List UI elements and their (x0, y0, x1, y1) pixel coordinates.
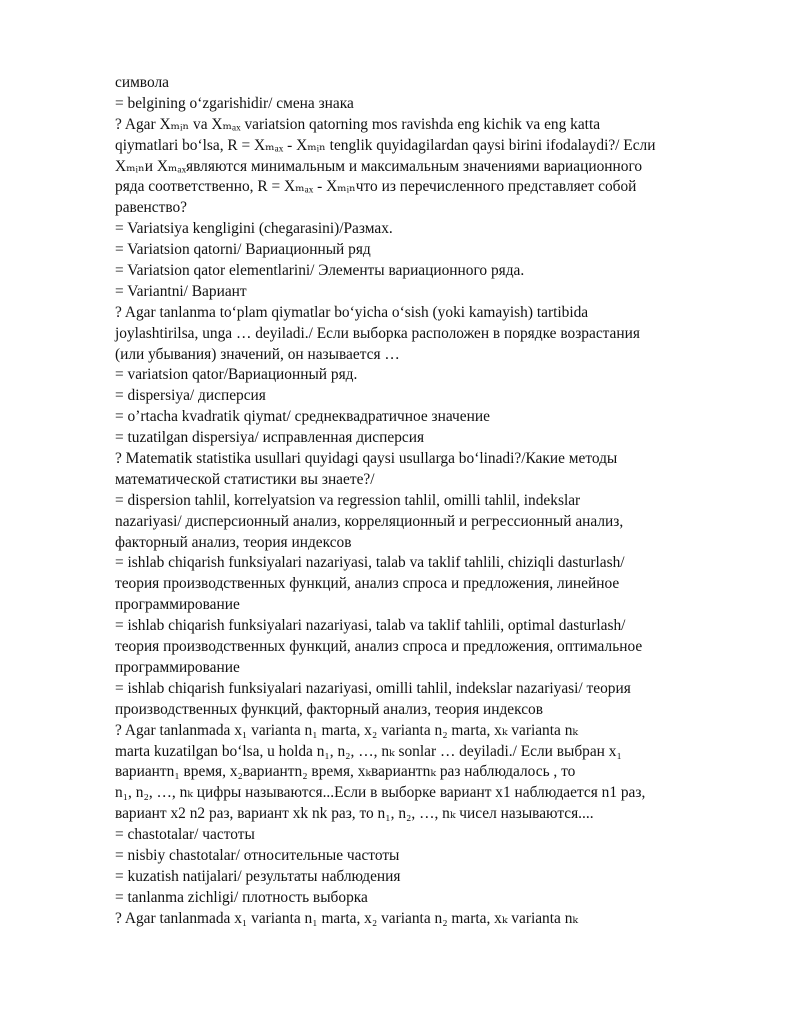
text-line: joylashtirilsa, unga … deyiladi./ Если выборка расположен в порядке возрастания (115, 324, 640, 342)
answer-line: = ishlab chiqarish funksiyalari nazariyasi, talab va taklif tahlili, optimal dasturlash/ (115, 617, 626, 635)
answer-line: = chastotalar/ частоты (115, 826, 255, 844)
text-line: n₁, n₂, …, nₖ цифры называются...Если в выборке вариант x1 наблюдается n1 раз, (115, 784, 646, 802)
answer-line: = Variantni/ Вариант (115, 282, 247, 300)
text-line: nazariyasi/ дисперсионный анализ, корреляционный и регрессионный анализ, (115, 512, 624, 530)
answer-line: = Variatsion qator elementlarini/ Элементы вариационного ряда. (115, 262, 525, 280)
question-line: ? Agar tanlanmada x₁ varianta n₁ marta, x₂ varianta n₂ marta, xₖ varianta nₖ (115, 721, 579, 739)
text-line: (или убывания) значений, он называется … (115, 345, 400, 363)
text-line: программирование (115, 596, 240, 614)
question-line: ? Agar tanlanmada x₁ varianta n₁ marta, x₂ varianta n₂ marta, xₖ varianta nₖ (115, 909, 579, 927)
question-line: ? Agar tanlanma to‘plam qiymatlar bo‘yicha o‘sish (yoki kamayish) tartibida (115, 303, 589, 321)
answer-line: = belgining o‘zgarishidir/ смена знака (115, 94, 354, 112)
answer-line: = dispersiya/ дисперсия (115, 387, 266, 405)
answer-line: = Variatsiya kengligini (chegarasini)/Размах. (115, 220, 393, 238)
answer-line: = ishlab chiqarish funksiyalari nazariyasi, omilli tahlil, indekslar nazariyasi/ теория (115, 679, 631, 697)
text-line: теория производственных функций, анализ спроса и предложения, линейное (115, 575, 620, 593)
question-line: ? Agar Xₘᵢₙ va Xₘₐₓ variatsion qatorning mos ravishda eng kichik va eng katta (115, 115, 601, 133)
answer-line: = o’rtacha kvadratik qiymat/ среднеквадратичное значение (115, 408, 490, 426)
answer-line: = tuzatilgan dispersiya/ исправленная дисперсия (115, 429, 425, 447)
text-line: производственных функций, факторный анализ, теория индексов (115, 700, 544, 718)
text-line: математической статистики вы знаете?/ (115, 470, 375, 488)
question-line: ? Matematik statistika usullari quyidagi qaysi usullarga bo‘linadi?/Какие методы (115, 450, 618, 468)
answer-line: = ishlab chiqarish funksiyalari nazariyasi, talab va taklif tahlili, chiziqli dasturlash/ (115, 554, 625, 572)
text-line: marta kuzatilgan bo‘lsa, u holda n₁, n₂, …, nₖ sonlar … deyiladi./ Если выбран x₁ (115, 742, 622, 760)
text-line: теория производственных функций, анализ спроса и предложения, оптимальное (115, 638, 643, 656)
text-line: вариантn₁ время, x₂вариантn₂ время, xₖвариантnₖ раз наблюдалось , то (115, 763, 576, 781)
answer-line: = Variatsion qatorni/ Вариационный ряд (115, 241, 371, 259)
text-line: qiymatlari bo‘lsa, R = Xₘₐₓ - Xₘᵢₙ tenglik quyidagilardan qaysi birini ifodalaydi?/ Если (115, 136, 656, 154)
document-body (115, 73, 755, 930)
answer-line: = variatsion qator/Вариационный ряд. (115, 366, 358, 384)
text-line: программирование (115, 658, 240, 676)
text-line: равенство? (115, 199, 188, 217)
answer-line: = kuzatish natijalari/ результаты наблюдения (115, 867, 401, 885)
text-line: факторный анализ, теория индексов (115, 533, 352, 551)
answer-line: = dispersion tahlil, korrelyatsion va regression tahlil, omilli tahlil, indekslar (115, 491, 581, 509)
answer-line: = tanlanma zichligi/ плотность выборка (115, 888, 368, 906)
text-line: Xₘᵢₙи Xₘₐₓявляются минимальным и максимальным значениями вариационного (115, 157, 643, 175)
text-line: вариант x2 n2 раз, вариант xk nk раз, то n₁, n₂, …, nₖ чисел называются.... (115, 805, 594, 823)
answer-line: = nisbiy chastotalar/ относительные частоты (115, 846, 400, 864)
text-line: символа (115, 74, 169, 91)
text-line: ряда соответственно, R = Xₘₐₓ - Xₘᵢₙчто из перечисленного представляет собой (115, 178, 637, 196)
